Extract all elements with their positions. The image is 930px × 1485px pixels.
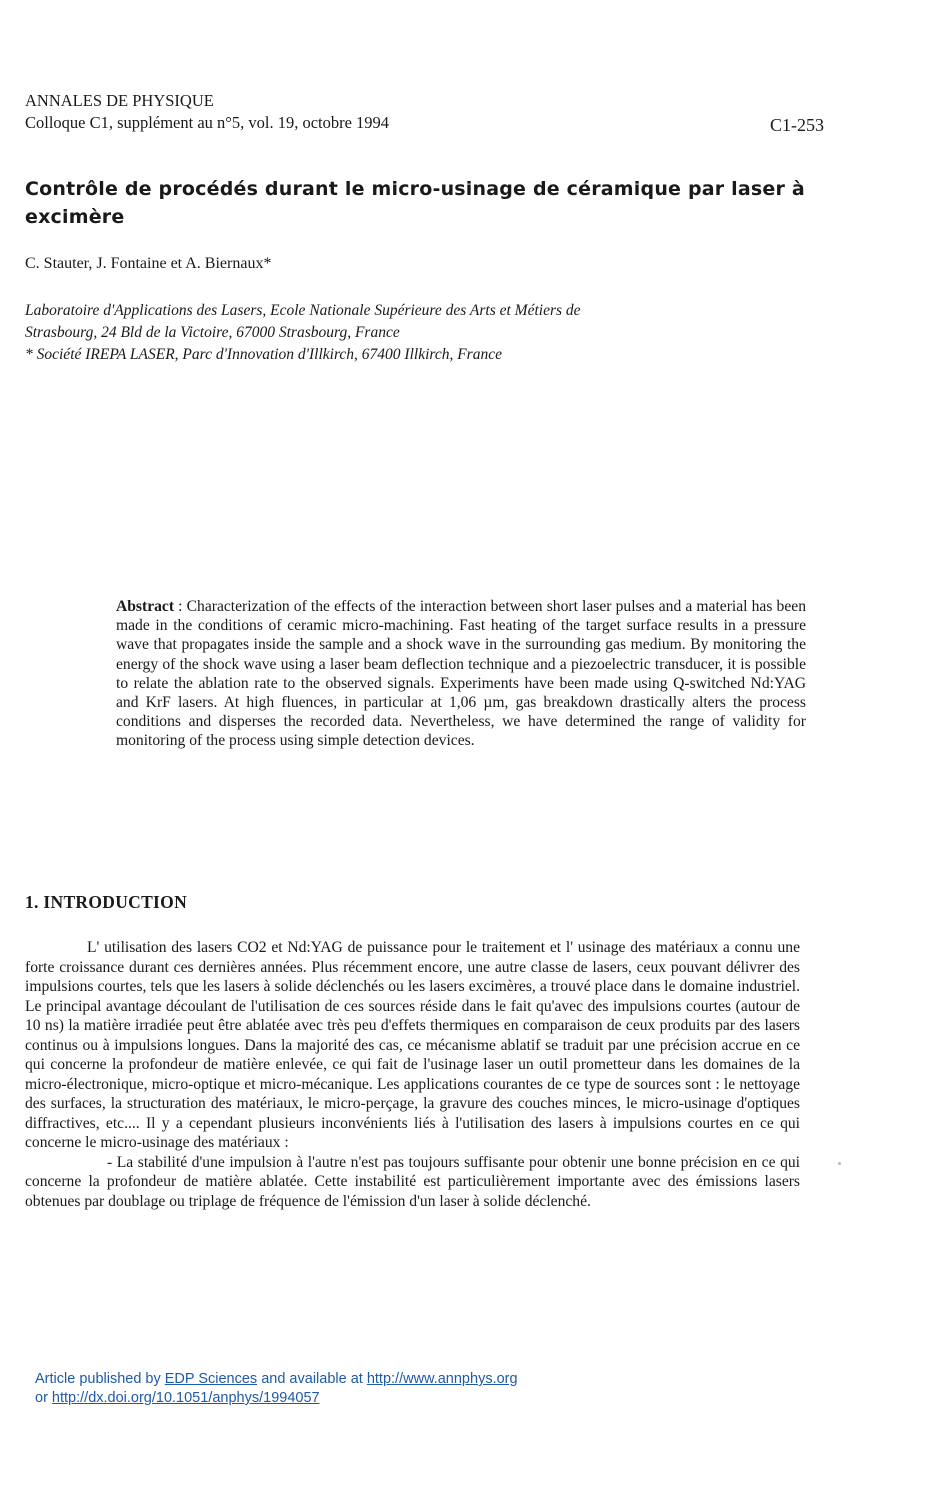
- affiliation-line: Laboratoire d'Applications des Lasers, Ecole Nationale Supérieure des Arts et Métiers de: [25, 302, 581, 319]
- page-number: C1-253: [770, 115, 824, 135]
- site-link[interactable]: http://www.annphys.org: [366, 1371, 518, 1387]
- journal-header: [25, 90, 389, 134]
- paper-title: Contrôle de procédés durant le micro-usinage de céramique par laser à excimère: [25, 178, 805, 228]
- abstract-separator: :: [174, 598, 187, 615]
- scan-speck: [838, 1162, 841, 1165]
- body-text: [25, 938, 800, 1211]
- footer-text: Article published by: [35, 1371, 165, 1387]
- authors: C. Stauter, J. Fontaine et A. Biernaux*: [25, 255, 272, 272]
- abstract-text: Characterization of the effects of the interaction between short laser pulses and a material has been made in the conditions of ceramic micro-machining. Fast heating of the target surface results in a pressure wave that propagates inside the sample and a shock wave in the surrounding gas medium. By monitoring the energy of the shock wave using a laser beam deflection technique and a piezoelectric transducer, it is possible to relate the ablation rate to the observed signals. Experiments have been made using Q-switched Nd:YAG and KrF lasers. At high fluences, in particular at 1,06 µm, gas breakdown drastically alters the process conditions and disperses the recorded data. Nevertheless, we have determined the range of validity for monitoring of the process using simple detection devices.: [116, 598, 806, 750]
- doi-link[interactable]: http://dx.doi.org/10.1051/anphys/1994057: [51, 1390, 320, 1406]
- publisher-link[interactable]: EDP Sciences: [164, 1371, 258, 1387]
- affiliation-line: Strasbourg, 24 Bld de la Victoire, 67000 Strasbourg, France: [25, 324, 400, 341]
- body-paragraph: L' utilisation des lasers CO2 et Nd:YAG de puissance pour le traitement et l' usinage des matériaux a connu une forte croissance durant ces dernières années. Plus récemment encore, une autre classe de lasers, ceux pouvant délivrer des impulsions courtes, tels que les lasers à solide déclenchés ou les lasers excimères, a trouvé place dans le domaine industriel. Le principal avantage découlant de l'utilisation de ces sources réside dans le fait qu'avec des impulsions courtes (autour de 10 ns) la matière irradiée peut être ablatée avec très peu d'effets thermiques en comparaison de ceux produits par des lasers continus ou à impulsions longues. Dans la majorité des cas, ce mécanisme ablatif se traduit par une précision accrue en ce qui concerne la profondeur de matière enlevée, ce qui fait de l'usinage laser un outil prometteur dans les domaines de la micro-électronique, micro-optique et micro-mécanique. Les applications courantes de ce type de sources sont : le nettoyage des surfaces, la structuration des matériaux, le micro-perçage, la gravure des couches minces, le micro-usinage d'optiques diffractives, etc.... Il y a cependant plusieurs inconvénients liés à l'utilisation des lasers à impulsions courtes en ce qui concerne le micro-usinage des matériaux :: [25, 939, 800, 1151]
- affiliation-line: * Société IREPA LASER, Parc d'Innovation d'Illkirch, 67400 Illkirch, France: [25, 346, 502, 363]
- journal-issue: Colloque C1, supplément au n°5, vol. 19, octobre 1994: [25, 113, 390, 132]
- footer-text: or: [35, 1390, 52, 1406]
- body-paragraph: - La stabilité d'une impulsion à l'autre n'est pas toujours suffisante pour obtenir une bonne précision en ce qui concerne la profondeur de matière ablatée. Cette instabilité est particulièrement importante avec des émissions lasers obtenues par doublage ou triplage de fréquence de l'émission d'un laser à solide déclenché.: [25, 1153, 800, 1210]
- abstract-label: Abstract: [116, 598, 175, 615]
- abstract: [116, 597, 806, 751]
- affiliations: [25, 300, 581, 366]
- publication-footer: [35, 1370, 518, 1408]
- footer-text: and available at: [257, 1371, 367, 1387]
- journal-name: ANNALES DE PHYSIQUE: [25, 91, 214, 110]
- section-heading: 1. INTRODUCTION: [25, 892, 188, 912]
